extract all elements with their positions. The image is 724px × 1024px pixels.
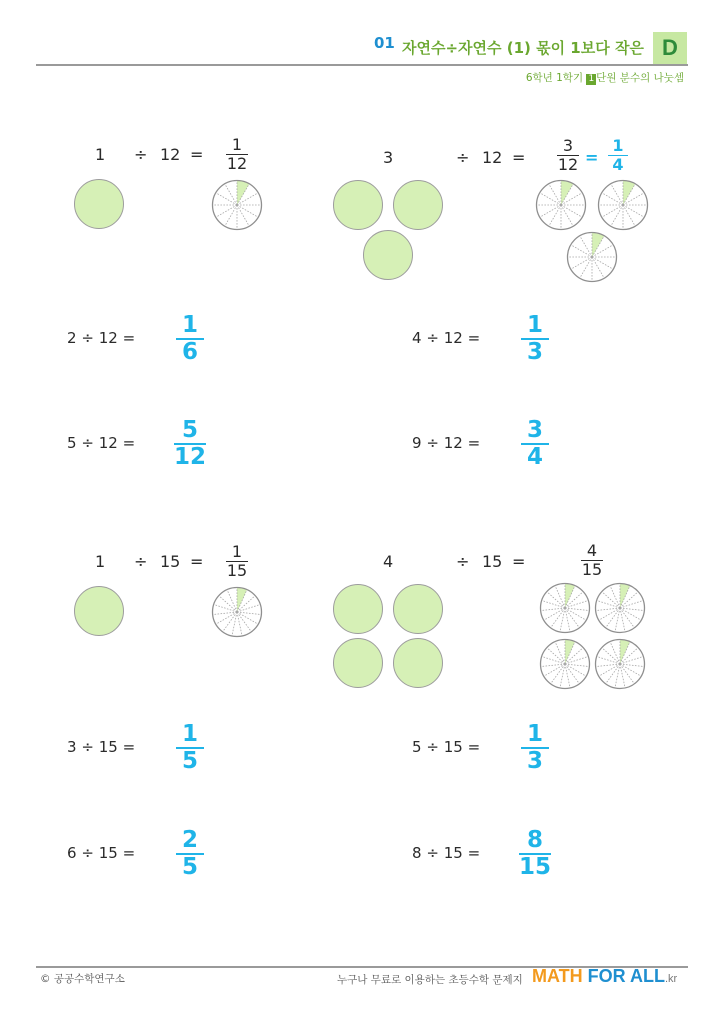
example-fraction [581,543,603,578]
fraction-denominator: 12 [557,155,579,174]
division-line [610,586,620,608]
example-divisor: 12 [482,148,503,167]
divisor: 15 [443,844,463,862]
dividend: 8 [412,844,422,862]
divide-sign: ÷ [456,552,470,571]
example-fraction [557,138,579,173]
division-line [620,600,643,608]
answer-numerator: 8 [526,827,543,853]
pie-12-parts [535,179,587,231]
equals-sign: = [122,844,136,862]
answer-fraction [174,419,206,469]
whole-circle [333,180,383,230]
level-badge: D [653,32,687,64]
equals-sign: = [467,329,481,347]
example-divisor: 15 [160,552,181,571]
worksheet-title: 자연수÷자연수 (1) 몫이 1보다 작은 [402,39,644,57]
answer-numerator: 3 [526,417,543,443]
fraction-denominator: 15 [581,560,603,579]
answer-numerator: 1 [181,312,198,338]
answer-numerator: 2 [181,827,198,853]
pie-12-parts [211,179,263,231]
pie-15-parts [211,586,263,638]
whole-circle [74,179,124,229]
divisor: 12 [443,329,463,347]
whole-circle [393,584,443,634]
answer-fraction [521,419,549,469]
whole-circle [333,584,383,634]
answer-numerator: 1 [181,721,198,747]
dividend: 5 [412,738,422,756]
divisor: 12 [98,329,118,347]
brand-math: MATH [532,966,583,986]
example-dividend: 1 [95,145,106,164]
grade-semester: 6학년 1학기 [525,72,584,84]
example-dividend: 1 [95,552,106,571]
example-dividend: 3 [383,148,394,167]
whole-circle [363,230,413,280]
problem-expression [67,331,135,346]
simplified-fraction [608,138,628,173]
division-line [602,648,620,664]
footer-tagline: 누구나 무료로 이용하는 초등수학 문제지 [337,974,523,986]
division-line [597,600,620,608]
header-divider [36,64,688,66]
answer-denominator: 3 [526,339,543,365]
dividend: 6 [67,844,77,862]
equals-sign: = [190,145,204,164]
division-line [214,604,237,612]
pie-12-parts [566,231,618,283]
divide-sign: ÷ [456,148,470,167]
dividend: 3 [67,738,77,756]
example-divisor: 15 [482,552,503,571]
divide-sign: ÷ [426,434,439,452]
equals-sign: = [467,434,481,452]
brand-logo [532,966,677,987]
answer-fraction [521,723,549,773]
divide-sign: ÷ [81,738,94,756]
pie-15-parts [594,638,646,690]
fraction-numerator: 1 [231,135,243,154]
division-line [542,600,565,608]
answer-denominator: 3 [526,748,543,774]
answer-denominator: 12 [174,444,207,470]
equals-sign: = [122,329,136,347]
pie-15-parts [539,582,591,634]
equals-sign: = [122,434,136,452]
example-dividend: 4 [383,552,394,571]
example-divisor: 12 [160,145,181,164]
divisor: 12 [443,434,463,452]
dividend: 4 [412,329,422,347]
answer-denominator: 6 [181,339,198,365]
answer-numerator: 1 [526,721,543,747]
fraction-denominator: 12 [226,154,248,173]
dividend: 5 [67,434,77,452]
problem-expression [412,331,480,346]
brand-domain: .kr [665,973,678,985]
fraction-numerator: 1 [231,542,243,561]
divide-sign: ÷ [426,738,439,756]
whole-circle [393,638,443,688]
division-line [620,656,643,664]
division-line [555,642,565,664]
problem-expression [412,436,480,451]
answer-denominator: 15 [519,854,552,880]
answer-fraction [176,829,204,879]
unit-name: 단원 분수의 나눗셈 [596,72,684,84]
whole-circle [393,180,443,230]
fraction-numerator: 3 [562,136,574,155]
copyright-text: © 공공수학연구소 [40,973,125,985]
divisor: 15 [98,738,118,756]
answer-fraction [176,314,204,364]
division-line [565,600,588,608]
equals-sign-answer: = [585,148,599,167]
whole-circle [74,586,124,636]
equals-sign: = [512,552,526,571]
example-fraction [226,137,248,172]
answer-denominator: 5 [181,748,198,774]
pie-15-parts [539,638,591,690]
division-line [610,642,620,664]
divide-sign: ÷ [81,329,94,347]
whole-circle [333,638,383,688]
answer-fraction [176,723,204,773]
fraction-denominator: 15 [226,561,248,580]
division-line [555,586,565,608]
answer-fraction [519,829,551,879]
equals-sign: = [512,148,526,167]
pie-12-parts [597,179,649,231]
answer-numerator: 5 [181,417,198,443]
division-line [227,590,237,612]
division-line [602,592,620,608]
problem-expression [67,846,135,861]
division-line [547,648,565,664]
equals-sign: = [122,738,136,756]
divide-sign: ÷ [426,329,439,347]
fraction-denominator: 4 [612,155,624,174]
divide-sign: ÷ [134,552,148,571]
dividend: 9 [412,434,422,452]
answer-denominator: 4 [526,444,543,470]
divide-sign: ÷ [81,844,94,862]
problem-expression [412,846,480,861]
equals-sign: = [190,552,204,571]
answer-numerator: 1 [526,312,543,338]
divide-sign: ÷ [134,145,148,164]
division-line [237,604,260,612]
example-fraction [226,544,248,579]
fraction-numerator: 1 [612,136,624,155]
divide-sign: ÷ [81,434,94,452]
worksheet-subtitle [526,70,684,85]
answer-denominator: 5 [181,854,198,880]
divisor: 15 [98,844,118,862]
division-line [542,656,565,664]
problem-expression [412,740,480,755]
division-line [547,592,565,608]
equals-sign: = [467,738,481,756]
problem-expression [67,740,135,755]
division-line [565,656,588,664]
answer-fraction [521,314,549,364]
divisor: 12 [98,434,118,452]
dividend: 2 [67,329,77,347]
fraction-numerator: 4 [586,541,598,560]
divisor: 15 [443,738,463,756]
division-line [219,596,237,612]
divide-sign: ÷ [426,844,439,862]
equals-sign: = [467,844,481,862]
brand-for-all: FOR ALL [587,966,665,986]
problem-expression [67,436,135,451]
worksheet-number: 01 [374,34,395,52]
pie-15-parts [594,582,646,634]
unit-number-box: 1 [588,74,595,84]
division-line [597,656,620,664]
